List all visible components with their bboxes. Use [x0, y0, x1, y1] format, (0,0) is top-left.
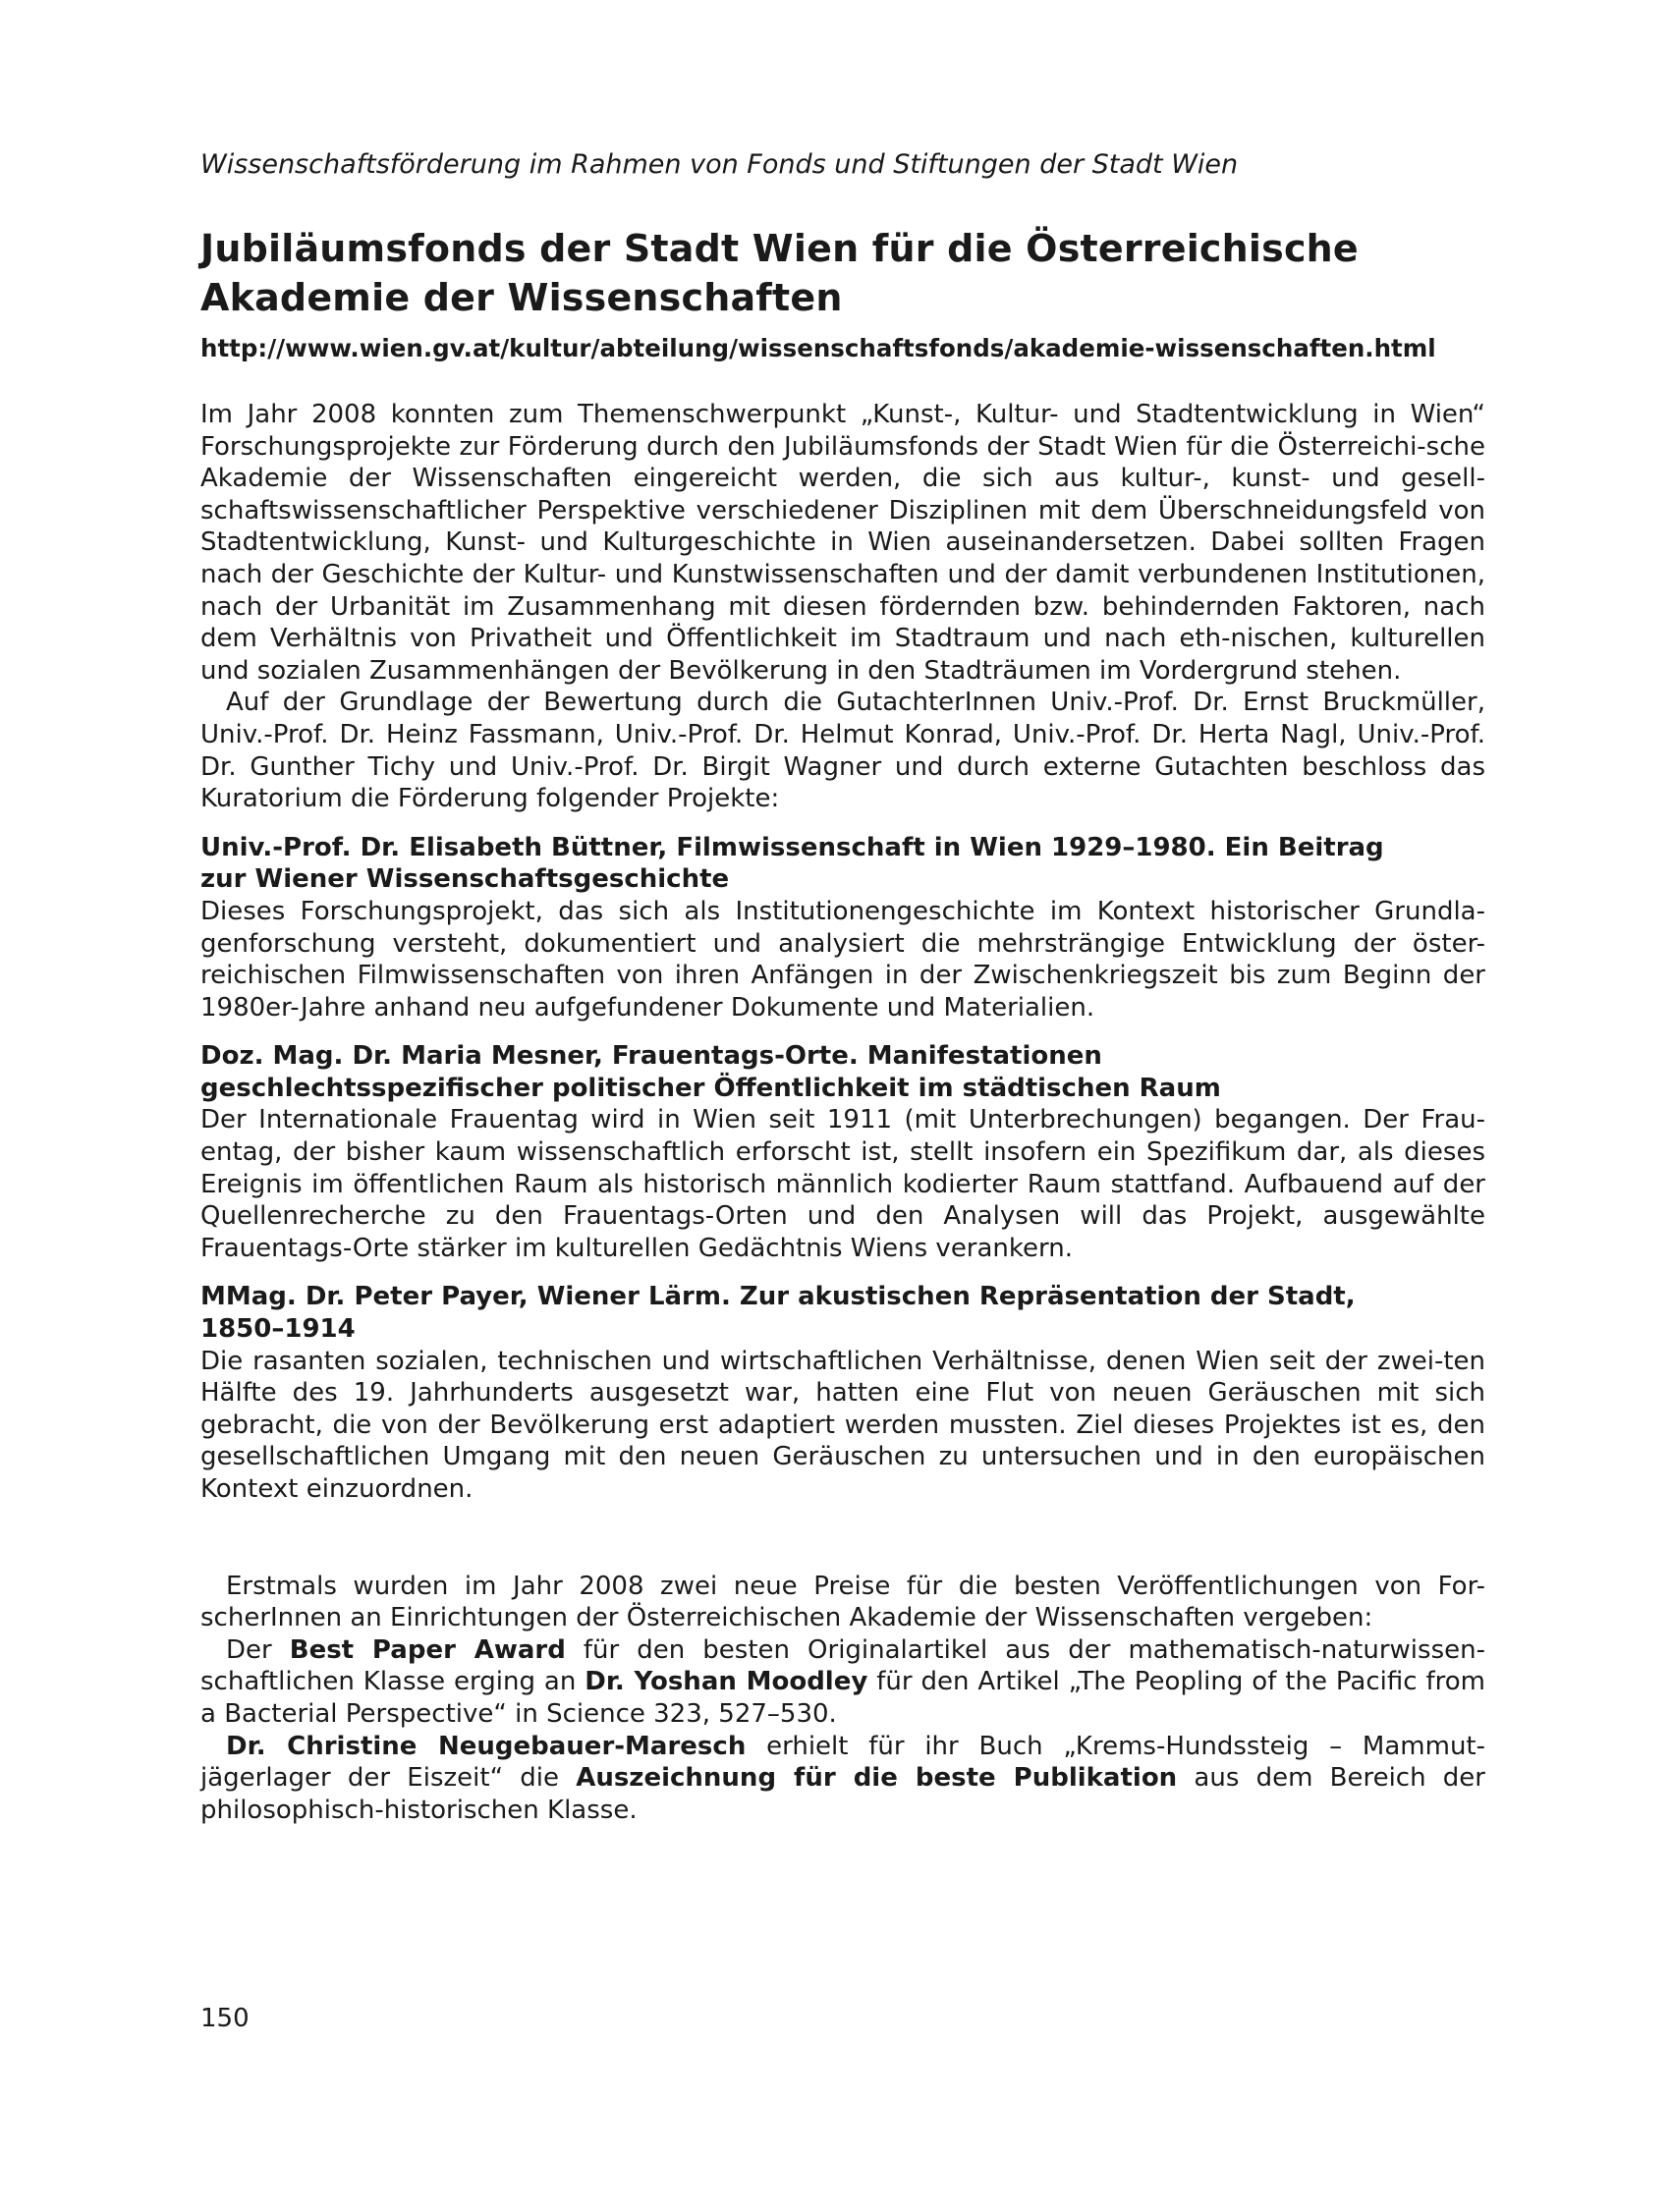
project-title [200, 832, 1485, 896]
page-title-line-2: Akademie der Wissenschaften [200, 276, 843, 319]
award-text: für den besten Originalartikel aus der mathematisch-naturwissen-schaftlichen Klasse erging an [200, 1634, 1485, 1697]
award-recipient: Dr. Yoshan Moodley [585, 1667, 868, 1697]
project-title [200, 1040, 1485, 1104]
award-paragraph-1 [200, 1634, 1485, 1731]
project-entry [200, 1040, 1485, 1264]
project-description: Die rasanten sozialen, technischen und wirtschaftlichen Verhältnisse, denen Wien seit der zwei-ten Hälfte des 19. Jahrhunderts ausgesetzt war, hatten eine Flut von neuen Geräuschen mit sich gebracht, die von der Bevölkerung erst adaptiert werden mussten. Ziel dieses Projektes ist es, den gesellschaftlichen Umgang mit den neuen Geräuschen zu untersuchen und in den europäischen Kontext einzuordnen. [200, 1346, 1485, 1504]
page-title [200, 224, 1485, 322]
project-title-line-1: Doz. Mag. Dr. Maria Mesner, Frauentags-Orte. Manifestationen [200, 1041, 1102, 1072]
intro-paragraph-2: Auf der Grundlage der Bewertung durch die GutachterInnen Univ.-Prof. Dr. Ernst Bruckmüller, Univ.-Prof. Dr. Heinz Fassmann, Univ.-Prof. Dr. Helmut Konrad, Univ.-Prof. Dr. Herta Nagl, Univ.-Prof. Dr. Gunther Tichy und Univ.-Prof. Dr. Birgit Wagner und durch externe Gutachten beschloss das Kuratorium die Förderung folgender Projekte: [200, 688, 1485, 814]
project-title-line-1: Univ.-Prof. Dr. Elisabeth Büttner, Filmwissenschaft in Wien 1929–1980. Ein Beitrag [200, 832, 1384, 862]
award-name: Auszeichnung für die beste Publikation [576, 1763, 1178, 1794]
project-title-line-1: MMag. Dr. Peter Payer, Wiener Lärm. Zur akustischen Repräsentation der Stadt, [200, 1282, 1356, 1312]
source-url: http://www.wien.gv.at/kultur/abteilung/wissenschaftsfonds/akademie-wissenschaften.html [200, 334, 1436, 362]
body-text [200, 399, 1485, 1826]
project-title-line-2: zur Wiener Wissenschaftsgeschichte [200, 864, 730, 895]
award-recipient: Dr. Christine Neugebauer-Maresch [226, 1731, 747, 1761]
award-text: erhielt für ihr Buch „Krems-Hundssteig – Mammut-jägerlager der Eiszeit“ die [200, 1731, 1485, 1794]
page-title-line-1: Jubiläumsfonds der Stadt Wien für die Österreichische [200, 227, 1359, 270]
project-title [200, 1281, 1485, 1345]
award-text: aus dem Bereich der philosophisch-historischen Klasse. [200, 1763, 1485, 1825]
awards-intro: Erstmals wurden im Jahr 2008 zwei neue Preise für die besten Veröffentlichungen von For-scherInnen an Einrichtungen der Österreichischen Akademie der Wissenschaften vergeben: [200, 1571, 1485, 1633]
award-text: für den Artikel „The Peopling of the Pacific from a Bacterial Perspective“ in Science 323, 527–530. [200, 1667, 1485, 1729]
project-entry [200, 1281, 1485, 1505]
intro-paragraph-1: Im Jahr 2008 konnten zum Themenschwerpunkt „Kunst-, Kultur- und Stadtentwicklung in Wien“ Forschungsprojekte zur Förderung durch den Jubiläumsfonds der Stadt Wien für die Österreichi-sche Akademie der Wissenschaften eingereicht werden, die sich aus kultur-, kunst- und gesell-schaftswissenschaftlicher Perspektive verschiedener Disziplinen mit dem Überschneidungsfeld von Stadtentwicklung, Kunst- und Kulturgeschichte in Wien auseinandersetzen. Dabei sollten Fragen nach der Geschichte der Kultur- und Kunstwissenschaften und der damit verbundenen Institutionen, nach der Urbanität im Zusammenhang mit diesen fördernden bzw. behindernden Faktoren, nach dem Verhältnis von Privatheit und Öffentlichkeit im Stadtraum und nach eth-nischen, kulturellen und sozialen Zusammenhängen der Bevölkerung in den Stadträumen im Vordergrund stehen. [200, 400, 1485, 686]
page-number: 150 [200, 2004, 250, 2033]
project-entry [200, 832, 1485, 1024]
project-description: Dieses Forschungsprojekt, das sich als Institutionengeschichte im Kontext historischer Grundla-genforschung versteht, dokumentiert und analysiert die mehrsträngige Entwicklung der öster-reichischen Filmwissenschaften von ihren Anfängen in der Zwischenkriegszeit bis zum Beginn der 1980er-Jahre anhand neu aufgefundener Dokumente und Materialien. [200, 896, 1485, 1023]
project-title-line-2: geschlechtsspezifischer politischer Öffentlichkeit im städtischen Raum [200, 1073, 1221, 1103]
award-text: Der [226, 1634, 290, 1665]
award-paragraph-2 [200, 1731, 1485, 1827]
award-name: Best Paper Award [289, 1634, 566, 1665]
project-title-line-2: 1850–1914 [200, 1314, 356, 1345]
project-description: Der Internationale Frauentag wird in Wien seit 1911 (mit Unterbrechungen) begangen. Der Frau-entag, der bisher kaum wissenschaftlich erforscht ist, stellt insofern ein Spezifikum dar, als dieses Ereignis im öffentlichen Raum als historisch männlich kodierter Raum stattfand. Aufbauend auf der Quellenrecherche zu den Frauentags-Orten und den Analysen will das Projekt, ausgewählte Frauentags-Orte stärker im kulturellen Gedächtnis Wiens verankern. [200, 1105, 1485, 1263]
running-head: Wissenschaftsförderung im Rahmen von Fonds und Stiftungen der Stadt Wien [200, 149, 1239, 180]
